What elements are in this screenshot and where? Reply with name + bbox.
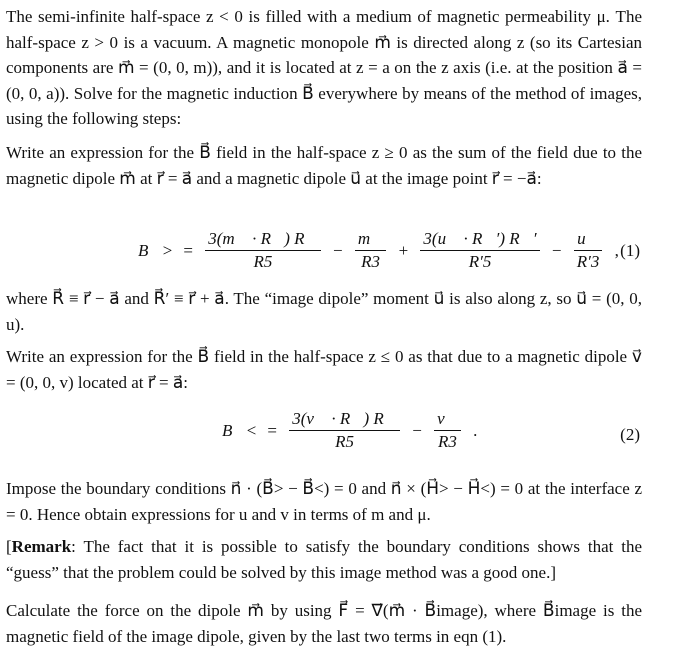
eq1-term4: $\frac{u⃗}{R'3}$: [574, 228, 603, 273]
remark-text: : The fact that it is possible to satisfy the boundary conditions shows that the “guess” that the problem could be solved by this image method was a good one.]: [6, 537, 642, 582]
step2-paragraph: Write an expression for the B⃗ field in the half-space z ≤ 0 as that due to a magnetic dipole v⃗ = (0, 0, v) located at r⃗ = a⃗:: [6, 347, 642, 392]
definitions-paragraph: where R⃗ ≡ r⃗ − a⃗ and R⃗′ ≡ r⃗ + a⃗. The “image dipole” moment u⃗ is also along z, so u⃗ = (0, 0, u).: [6, 289, 642, 334]
eq2-term1: $\frac{3(v⃗ \cdot R⃗) R⃗}{R5}$: [289, 408, 400, 453]
eq1-term2: $\frac{m⃗}{R3}$: [355, 228, 387, 273]
eq2-lhs: B⃗<: [222, 420, 258, 440]
eq2-term2: $\frac{v⃗}{R3}$: [434, 408, 461, 453]
eq1-term1: $\frac{3(m⃗ \cdot R⃗) R⃗}{R5}$: [205, 228, 321, 273]
intro-paragraph: The semi-infinite half-space z < 0 is filled with a medium of magnetic permeability μ. The half-space z > 0 is a vacuum. A magnetic monopole m⃗ is directed along z (so its Cartesian components are m⃗ = (0, 0, m)), and it is located at z = a on the z axis (i.e. at the position a⃗ = (0, 0, a)). Solve for the magnetic induction B⃗ everywhere by means of the method of images, using the following steps:: [6, 7, 642, 128]
boundary-conditions-paragraph: Impose the boundary conditions n⃗ · (B⃗> − B⃗<) = 0 and n⃗ × (H⃗> − H⃗<) = 0 at the interface z = 0. Hence obtain expressions for u and v in terms of m and μ.: [6, 479, 642, 524]
eq2-number: (2): [620, 425, 640, 444]
problem-page: The semi-infinite half-space z < 0 is filled with a medium of magnetic permeability μ. The half-space z > 0 is a vacuum. A magnetic monopole m⃗ is directed along z (so its Cartesian components are m⃗ = (0, 0, m)), and it is located at z = a on the z axis (i.e. at the position a⃗ = (0, 0, a)). Solve for the magnetic induction B⃗ everywhere by means of the method of images, using the following steps: Write an expression for the B⃗ field in the half-space z ≥ 0 as the sum of the field due to the magnetic dipole m⃗ at r⃗ = a⃗ and a magnetic dipole u⃗ at the image point r⃗ = −a⃗: B⃗> = $\frac{3(m⃗ \cdot R⃗) R⃗}{R5}$ − $\frac{m⃗}{R3}$ + $\frac{3(u⃗ \cdot R⃗') R⃗'}{R'5}$ − $\frac{u⃗}{R'3}$ , (1) where R⃗ ≡ r⃗ − a⃗ and R⃗′ ≡ r⃗ + a⃗. The “image dipole” moment u⃗ is also along z, so u⃗ = (0, 0, u). Write an expression for the B⃗ field in the half-space z ≤ 0 as that due to a magnetic dipole v⃗ = (0, 0, v) located at r⃗ = a⃗: B⃗< = $\frac{3(v⃗ \cdot R⃗) R⃗}{R5}$ − $\frac{v⃗}{R3}$ . (2) Impose the boundary conditions n⃗ · (B⃗> − B⃗<) = 0 and n⃗ × (H⃗> − H⃗<) = 0 at the interface z = 0. Hence obtain expressions for u and v in terms of m and μ. [Remark: The fact that it is possible to satisfy the boundary conditions shows that the “guess” that the problem could be solved by this image method was a good one.] Calculate the force on the dipole m⃗ by using F⃗ = ∇⃗(m⃗ · B⃗image), where B⃗image is the magnetic field of the image dipole, given by the last two terms in eqn (1).: [0, 0, 674, 660]
force-paragraph: Calculate the force on the dipole m⃗ by using F⃗ = ∇⃗(m⃗ · B⃗image), where B⃗image is the magnetic field of the image dipole, given by the last two terms in eqn (1).: [6, 601, 642, 646]
remark-label: Remark: [11, 537, 72, 556]
step1-paragraph: Write an expression for the B⃗ field in the half-space z ≥ 0 as the sum of the field due to the magnetic dipole m⃗ at r⃗ = a⃗ and a magnetic dipole u⃗ at the image point r⃗ = −a⃗:: [6, 143, 642, 188]
eq1-term3: $\frac{3(u⃗ \cdot R⃗') R⃗'}{R'5}$: [420, 228, 539, 273]
eq1-lhs: B⃗>: [138, 240, 174, 260]
remark-paragraph: [Remark: The fact that it is possible to satisfy the boundary conditions shows that the “guess” that the problem could be solved by this image method was a good one.]: [6, 537, 642, 582]
eq1-number: (1): [620, 241, 640, 260]
